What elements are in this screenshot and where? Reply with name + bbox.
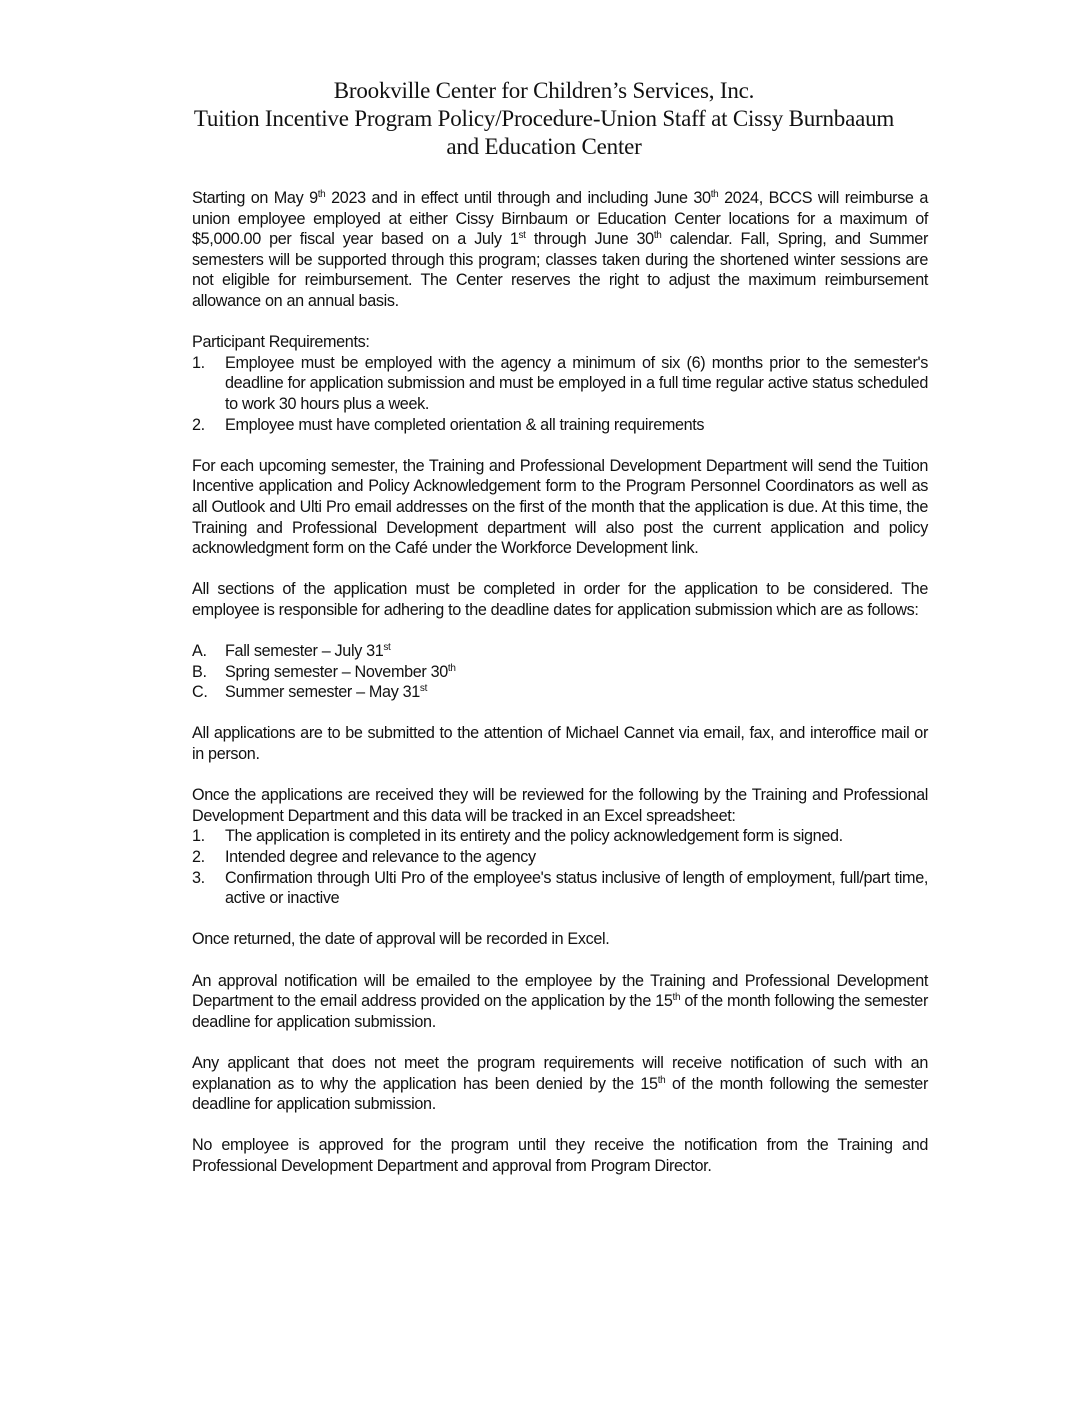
list-item: 2. Employee must have completed orientation & all training requirements — [192, 415, 705, 434]
review-paragraph: Once the applications are received they will be reviewed for the following by the Training and Professional Development Department and this data will be tracked in an Excel spreadsheet: — [192, 786, 928, 825]
list-item: B. Spring semester – November 30th — [192, 662, 456, 681]
submission-paragraph: All applications are to be submitted to the attention of Michael Cannet via email, fax, and interoffice mail or in person. — [192, 724, 928, 764]
requirements-heading: Participant Requirements: — [192, 333, 370, 352]
policy-title: Tuition Incentive Program Policy/Procedure-Union Staff at Cissy Burnbaaum — [193, 106, 895, 131]
organization-title: Brookville Center for Children’s Services, Inc. — [333, 78, 755, 103]
list-item: 3. Confirmation through Ulti Pro of the employee's status inclusive of length of employment, full/part time, active or inactive — [192, 868, 928, 908]
recorded-paragraph: Once returned, the date of approval will be recorded in Excel. — [192, 930, 610, 949]
list-item: C. Summer semester – May 31st — [192, 683, 428, 702]
review-criteria-list — [192, 826, 928, 908]
document-body — [192, 188, 928, 1177]
deadlines-list — [192, 641, 928, 703]
approval-paragraph: An approval notification will be emailed to the employee by the Training and Professional Development Department to the email address provided on the application by the 15th of the month following the semester deadline for application submission. — [192, 971, 928, 1031]
final-paragraph: No employee is approved for the program until they receive the notification from the Training and Professional Development Department and approval from Program Director. — [192, 1136, 928, 1175]
list-item: 1. The application is completed in its entirety and the policy acknowledgement form is signed. — [192, 827, 843, 846]
list-item: A. Fall semester – July 31st — [192, 642, 391, 661]
policy-title-continued: and Education Center — [446, 134, 642, 159]
list-item: 1. Employee must be employed with the agency a minimum of six (6) months prior to the semester's deadline for application submission and must be employed in a full time regular active status scheduled to work 30 hours plus a week. — [192, 353, 928, 413]
requirements-list — [192, 353, 928, 435]
distribution-paragraph: For each upcoming semester, the Training and Professional Development Department will send the Tuition Incentive application and Policy Acknowledgement form to the Program Personnel Coordinators as well as all Outlook and Ulti Pro email addresses on the first of the month that the application is due. At this time, the Training and Professional Development department will also post the current application and policy acknowledgment form on the Café under the Workforce Development link. — [192, 456, 928, 558]
intro-paragraph: Starting on May 9th 2023 and in effect until through and including June 30th 2024, BCCS will reimburse a union employee employed at either Cissy Birnbaum or Education Center locations for a maximum of $5,000.00 per fiscal year based on a July 1st through June 30th calendar. Fall, Spring, and Summer semesters will be supported through this program; classes taken during the shortened winter sessions are not eligible for reimbursement. The Center reserves the right to adjust the maximum reimbursement allowance on an annual basis. — [192, 189, 928, 310]
document-header — [0, 77, 1088, 161]
completion-paragraph: All sections of the application must be completed in order for the application to be considered. The employee is responsible for adhering to the deadline dates for application submission which are as follows: — [192, 580, 928, 619]
denial-paragraph: Any applicant that does not meet the program requirements will receive notification of such with an explanation as to why the application has been denied by the 15th of the month following the semester deadline for application submission. — [192, 1053, 928, 1114]
list-item: 2. Intended degree and relevance to the agency — [192, 848, 536, 866]
